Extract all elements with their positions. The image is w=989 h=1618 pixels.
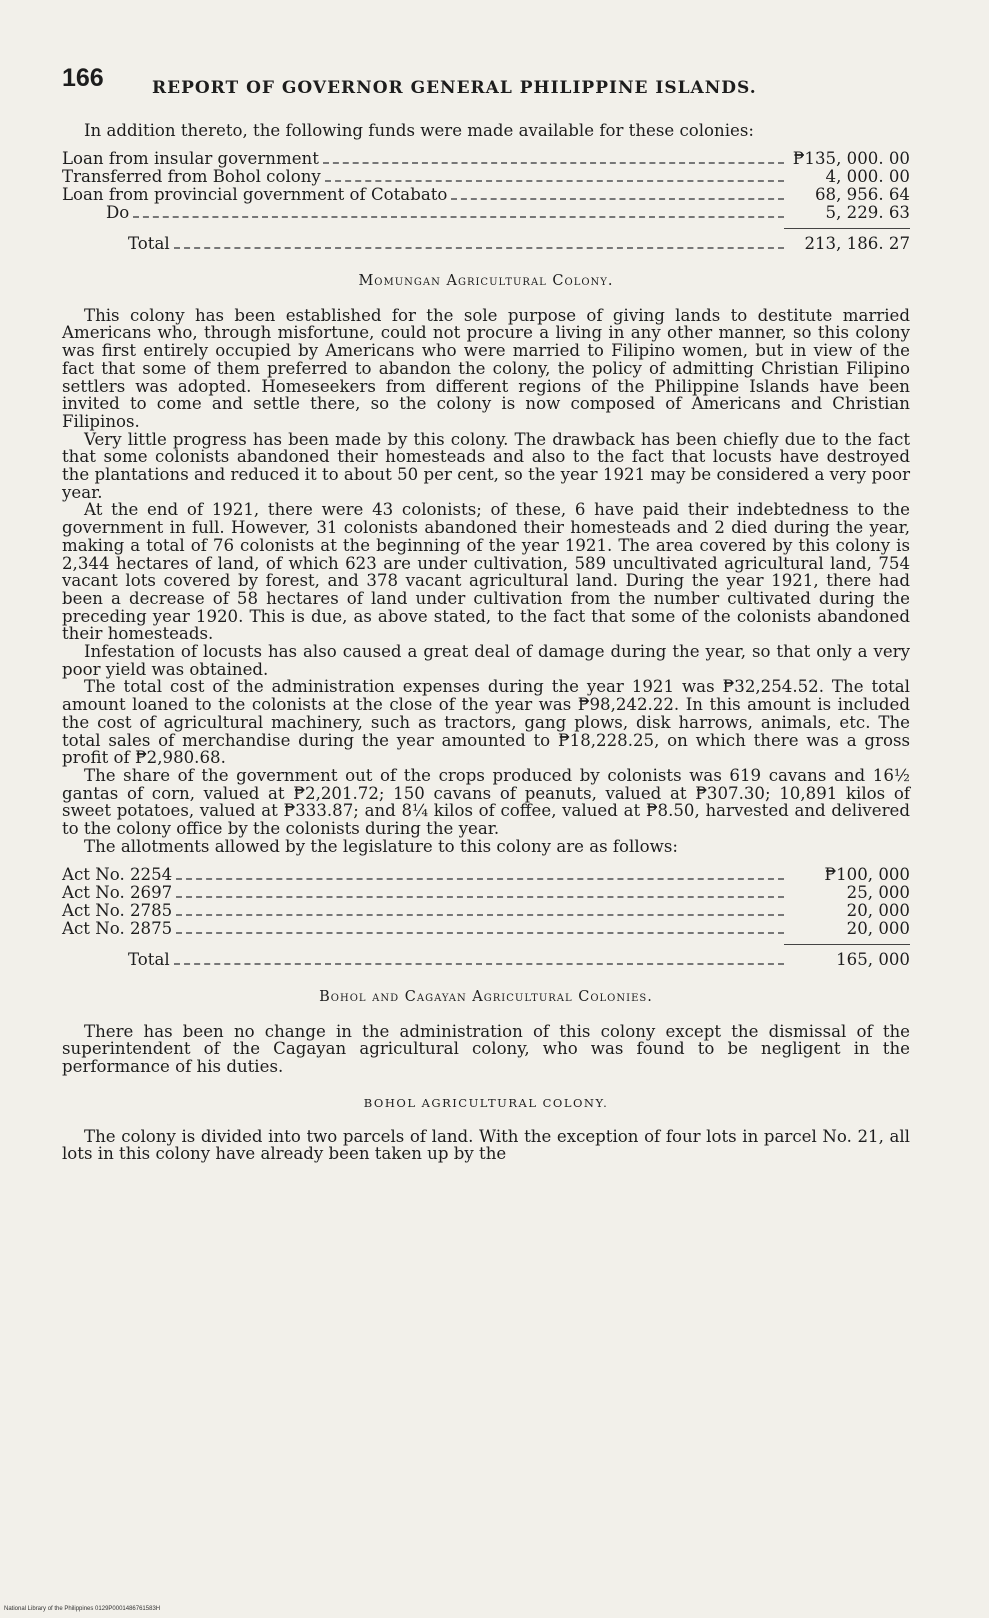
allotment-row-label: Act No. 2254 bbox=[62, 864, 173, 884]
allotment-row-amount: 25, 000 bbox=[846, 882, 910, 902]
funds-row-amount: 68, 956. 64 bbox=[814, 184, 910, 204]
total-rule bbox=[62, 938, 910, 945]
funds-row-label: Loan from insular government bbox=[62, 148, 319, 168]
allotments-total-row bbox=[62, 951, 910, 969]
paragraph: At the end of 1921, there were 43 colonists; of these, 6 have paid their indebtedness to the government in full. However, 31 colonists abandoned their homesteads and 2 died during the year, making a total of 76 colonists at the beginning of the year 1921. The area covered by this colony is 2,344 hectares of land, of which 623 are under cultivation, 589 uncultivated agricultural land, 754 vacant lots covered by forest, and 378 vacant agricultural land. During the year 1921, there had been a decrease of 58 hectares of land under cultivation from the number cultivated during the preceding year 1920. This is due, as above stated, to the fact that some of the colonists abandoned their homesteads. bbox=[62, 500, 910, 644]
dot-leader bbox=[176, 913, 784, 916]
paragraph: The colony is divided into two parcels of land. With the exception of four lots in parcel No. 21, all lots in this colony have already been taken up by the bbox=[62, 1126, 910, 1164]
funds-row bbox=[62, 150, 910, 168]
scan-footer: National Library of the Philippines 0129P0001486761583H bbox=[4, 1606, 161, 1612]
funds-row-label: Loan from provincial government of Cotabato bbox=[62, 184, 448, 204]
paragraph: There has been no change in the administration of this colony except the dismissal of the superintendent of the Cagayan agricultural colony, who was found to be negligent in the performance of his duties. bbox=[62, 1021, 910, 1076]
funds-table bbox=[62, 150, 910, 253]
section-heading-bohol: BOHOL AGRICULTURAL COLONY. bbox=[363, 1095, 609, 1110]
funds-row bbox=[62, 168, 910, 186]
funds-total-amount: 213, 186. 27 bbox=[804, 233, 910, 253]
paragraph: Infestation of locusts has also caused a great deal of damage during the year, so that only a very poor yield was obtained. bbox=[62, 642, 910, 679]
allotment-row bbox=[62, 902, 910, 920]
funds-row bbox=[62, 204, 910, 222]
allotment-row-label: Act No. 2875 bbox=[62, 918, 173, 938]
page-header bbox=[62, 64, 922, 104]
allotment-row bbox=[62, 884, 910, 902]
funds-row-label: Transferred from Bohol colony bbox=[62, 166, 321, 186]
allotments-total-amount: 165, 000 bbox=[836, 949, 910, 969]
dot-leader bbox=[325, 179, 784, 182]
allotments-table bbox=[62, 866, 910, 969]
dot-leader bbox=[174, 246, 784, 249]
section-heading-momungan: Momungan Agricultural Colony. bbox=[358, 272, 614, 289]
funds-row-amount: 5, 229. 63 bbox=[825, 202, 910, 222]
dot-leader bbox=[323, 161, 784, 164]
dot-leader bbox=[174, 962, 784, 965]
funds-row bbox=[62, 186, 910, 204]
allotment-row bbox=[62, 920, 910, 938]
dot-leader bbox=[176, 895, 784, 898]
funds-row-amount: ₱135, 000. 00 bbox=[792, 148, 910, 168]
allotment-row-amount: 20, 000 bbox=[846, 918, 910, 938]
allotments-total-label: Total bbox=[128, 949, 170, 969]
paragraph: The total cost of the administration expenses during the year 1921 was ₱32,254.52. The total amount loaned to the colonists at the close of the year was ₱98,242.22. In this amount is included the cost of agricultural machinery, such as tractors, gang plows, disk harrows, animals, etc. The total sales of merchandise during the year amounted to ₱18,228.25, on which there was a gross profit of ₱2,980.68. bbox=[62, 677, 910, 768]
allotment-row-amount: ₱100, 000 bbox=[824, 864, 910, 884]
dot-leader bbox=[133, 215, 784, 218]
allotment-row-amount: 20, 000 bbox=[846, 900, 910, 920]
running-head: REPORT OF GOVERNOR GENERAL PHILIPPINE ISLANDS. bbox=[152, 78, 757, 98]
allotment-row bbox=[62, 866, 910, 884]
paragraph: This colony has been established for the sole purpose of giving lands to destitute married Americans who, through misfortune, could not procure a living in any other manner, so this colony was first entirely occupied by Americans who were married to Filipino women, but in view of the fact that some of them preferred to abandon the colony, the policy of admitting Christian Filipino settlers was adopted. Homeseekers from different regions of the Philippine Islands have been invited to come and settle there, so the colony is now composed of Americans and Christian Filipinos. bbox=[62, 305, 910, 431]
page-body bbox=[62, 122, 910, 1163]
paragraph: The share of the government out of the crops produced by colonists was 619 cavans and 16½ gantas of corn, valued at ₱2,201.72; 150 cavans of peanuts, valued at ₱307.30; 10,891 kilos of sweet potatoes, valued at ₱333.87; and 8¼ kilos of coffee, valued at ₱8.50, harvested and delivered to the colony office by the colonists during the year. bbox=[62, 765, 910, 839]
intro-paragraph: In addition thereto, the following funds were made available for these colonies: bbox=[84, 121, 754, 140]
section-heading-bohol-cagayan: Bohol and Cagayan Agricultural Colonies. bbox=[319, 988, 653, 1005]
funds-total-label: Total bbox=[128, 233, 170, 253]
paragraph: Very little progress has been made by this colony. The drawback has been chiefly due to the fact that some colonists abandoned their homesteads and also to the fact that locusts have destroyed the plantations and reduced it to about 50 per cent, so the year 1921 may be considered a very poor year. bbox=[62, 429, 910, 502]
page-number: 166 bbox=[62, 64, 104, 92]
funds-row-amount: 4, 000. 00 bbox=[825, 166, 910, 186]
paragraph: The allotments allowed by the legislature to this colony are as follows: bbox=[84, 836, 678, 856]
dot-leader bbox=[176, 931, 784, 934]
funds-row-label: Do bbox=[106, 202, 130, 222]
dot-leader bbox=[176, 877, 784, 880]
funds-total-row bbox=[62, 235, 910, 253]
allotment-row-label: Act No. 2785 bbox=[62, 900, 173, 920]
allotment-row-label: Act No. 2697 bbox=[62, 882, 173, 902]
dot-leader bbox=[451, 197, 784, 200]
total-rule bbox=[62, 222, 910, 229]
